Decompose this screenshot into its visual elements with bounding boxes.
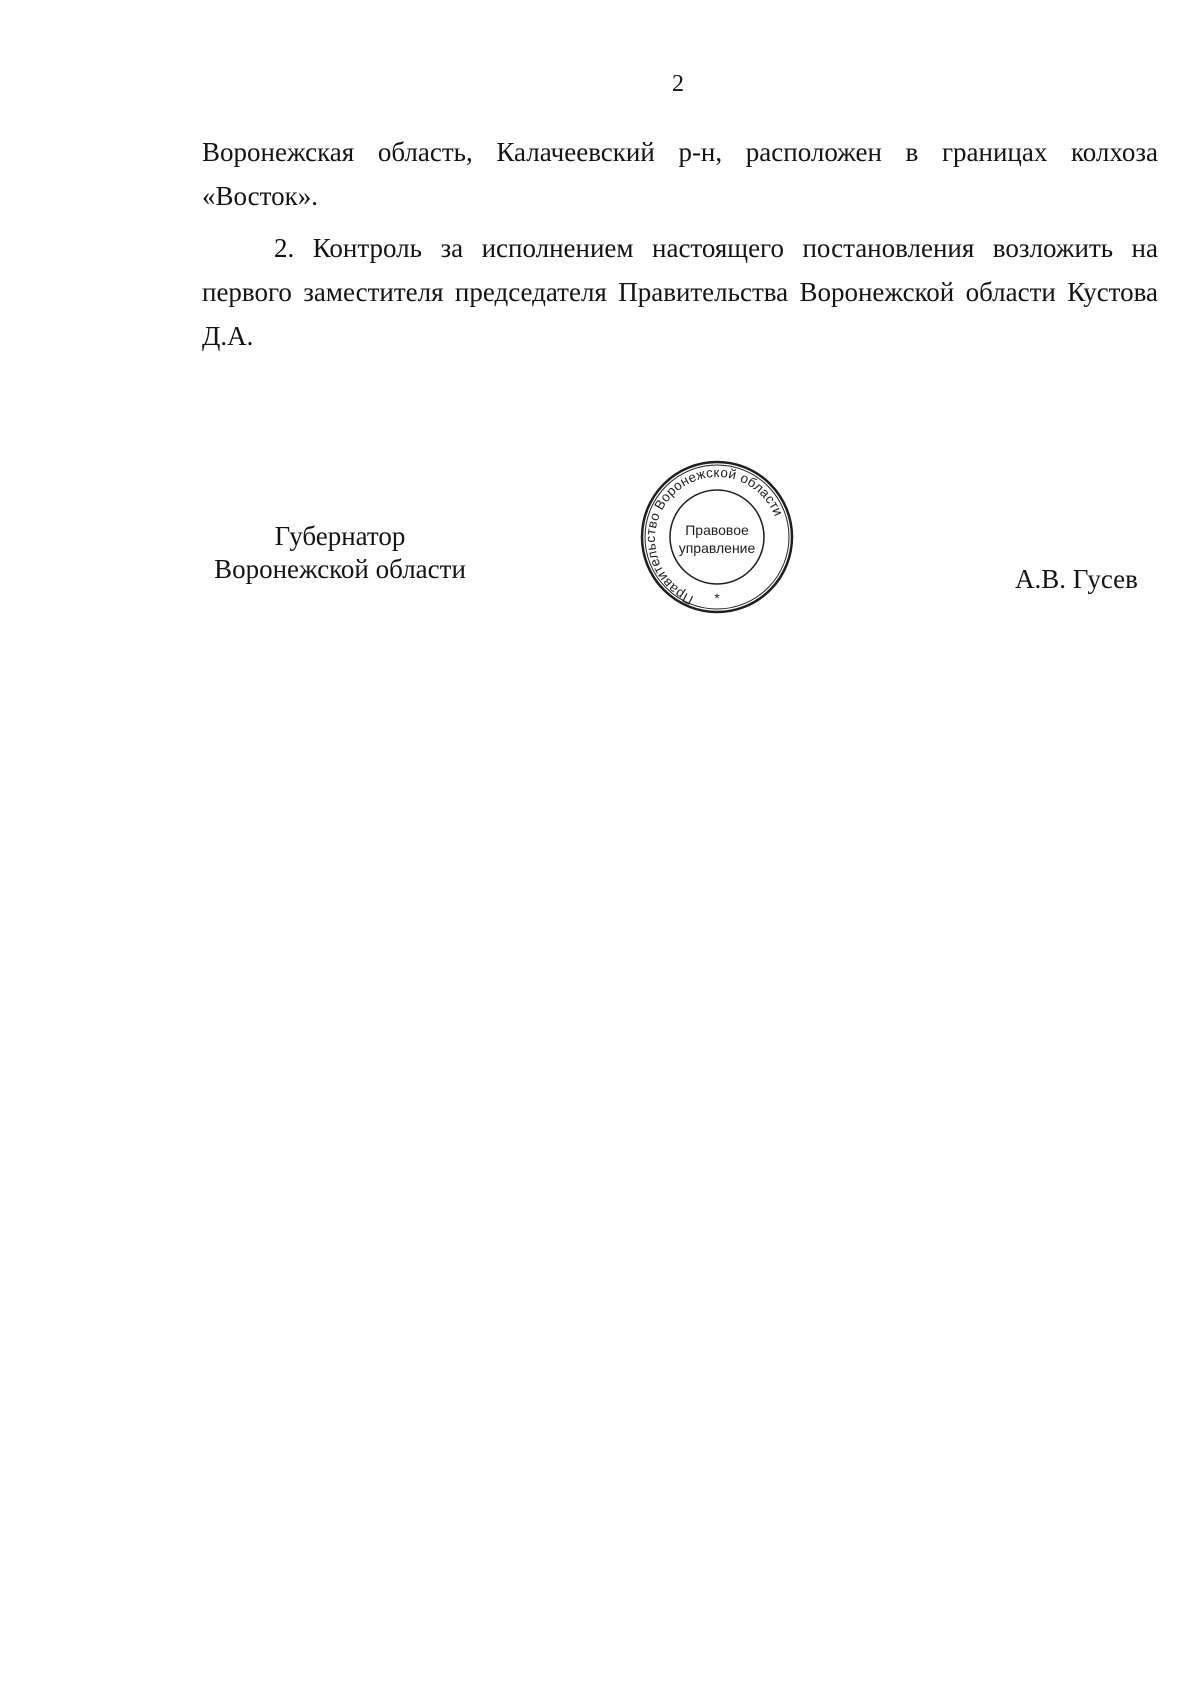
stamp-star: * (714, 590, 720, 606)
signer-title-line-2: Воронежской области (214, 554, 466, 584)
official-stamp (636, 458, 798, 616)
signer-name: А.В. Гусев (1015, 564, 1138, 594)
paragraph-control-clause: 2. Контроль за исполнением настоящего постановления возложить на первого заместителя председателя Правительства Воронежской области Кустова Д.А. (202, 233, 1158, 351)
signer-title-line-1: Губернатор (274, 521, 406, 551)
signer-title (190, 520, 490, 586)
stamp-svg (636, 458, 798, 616)
stamp-center-line-1: Правовое (685, 522, 749, 538)
stamp-center-line-2: управление (678, 540, 756, 556)
stamp-ring-textpath: Правительство Воронежской области (643, 464, 787, 608)
page-number: 2 (672, 71, 684, 97)
paragraph-address: Воронежская область, Калачеевский р-н, расположен в границах колхоза «Восток». (202, 137, 1158, 211)
